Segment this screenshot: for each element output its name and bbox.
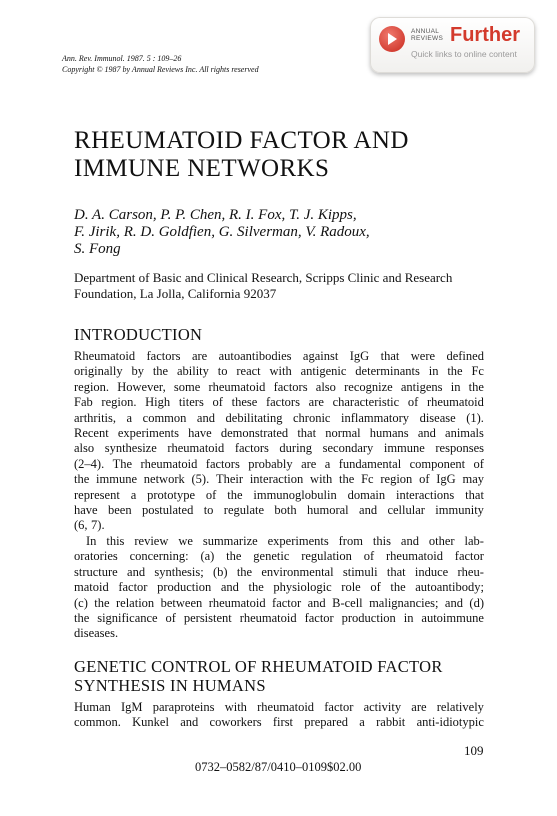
text-line: arthritis, a common and debilitating chronic inflammatory disease (1). (74, 410, 484, 425)
heading-line: SYNTHESIS IN HUMANS (74, 676, 266, 695)
text-line: (6, 7). (74, 518, 105, 533)
journal-citation (62, 53, 259, 75)
author-line: S. Fong (74, 241, 121, 257)
introduction-paragraph-1 (74, 349, 484, 534)
text-line: the significance of persistent rheumatoid factor production in autoimmune (74, 610, 484, 625)
text-line: matoid factor production and the physiologic role of the autoantibody; (74, 580, 484, 595)
logo-annual: ANNUAL (411, 28, 440, 35)
page-number: 109 (464, 743, 484, 758)
text-line: Recent experiments have demonstrated that normal humans and animals (74, 425, 484, 440)
text-line: (2–4). The rheumatoid factors probably are a fundamental component of (74, 456, 484, 471)
annual-reviews-logo-text (411, 28, 443, 42)
introduction-heading (74, 325, 202, 344)
author-affiliation (74, 270, 452, 302)
article-title (74, 127, 409, 183)
further-wordmark: Further (450, 24, 520, 46)
genetic-control-heading (74, 657, 443, 695)
text-line: region. However, some rheumatoid factors also recognize antigens in the (74, 379, 484, 394)
title-line: IMMUNE NETWORKS (74, 155, 330, 182)
introduction-paragraph-2 (74, 534, 484, 642)
annual-reviews-further-badge[interactable] (370, 17, 535, 73)
title-line: RHEUMATOID FACTOR AND (74, 127, 409, 154)
text-line: Rheumatoid factors are autoantibodies against IgG that were defined (74, 349, 484, 363)
journal-citation-line: Ann. Rev. Immunol. 1987. 5 : 109–26 (62, 54, 182, 63)
text-line: (c) the relation between rheumatoid factor and B-cell malignancies; and (d) (74, 595, 484, 610)
genetic-control-paragraph (74, 700, 484, 731)
logo-reviews: REVIEWS (411, 35, 444, 42)
copyright-line: Copyright © 1987 by Annual Reviews Inc. All rights reserved (62, 65, 259, 74)
text-line: common. Kunkel and coworkers first prepared a rabbit anti-idiotypic (74, 715, 484, 730)
text-line: Human IgM paraproteins with rheumatoid factor activity are relatively (74, 700, 484, 714)
affiliation-line: Foundation, La Jolla, California 92037 (74, 286, 277, 301)
text-line: diseases. (74, 626, 119, 641)
text-line: structure and synthesis; (b) the environmental stimuli that induce rheu- (74, 564, 484, 579)
author-line: F. Jirik, R. D. Goldfien, G. Silverman, V. Radoux, (74, 224, 370, 240)
article-code: 0732–0582/87/0410–0109$02.00 (195, 760, 362, 774)
text-line: oratories concerning: (a) the genetic regulation of rheumatoid factor (74, 549, 484, 564)
text-line: originally by the ability to react with antigenic determinants in the Fc (74, 364, 484, 379)
author-list (74, 207, 370, 258)
text-line: the immune network (5). Their interaction with the Fc region of IgG may (74, 472, 484, 487)
text-line: also synthesize rheumatoid factors during secondary immune responses (74, 441, 484, 456)
text-line: Fab region. High titers of these factors are characteristic of rheumatoid (74, 395, 484, 410)
affiliation-line: Department of Basic and Clinical Research, Scripps Clinic and Research (74, 270, 453, 285)
arrow-circle-icon (379, 26, 405, 52)
heading-line: GENETIC CONTROL OF RHEUMATOID FACTOR (74, 657, 443, 676)
text-line: In this review we summarize experiments from this and other lab- (86, 534, 484, 548)
further-tagline: Quick links to online content (411, 49, 517, 59)
text-line: have been postulated to regulate both humoral and cellular immunity (74, 502, 484, 517)
heading-line: INTRODUCTION (74, 325, 203, 344)
author-line: D. A. Carson, P. P. Chen, R. I. Fox, T. J. Kipps, (74, 207, 357, 223)
text-line: represent a prototype of the immunoglobulin domain interactions that (74, 487, 484, 502)
